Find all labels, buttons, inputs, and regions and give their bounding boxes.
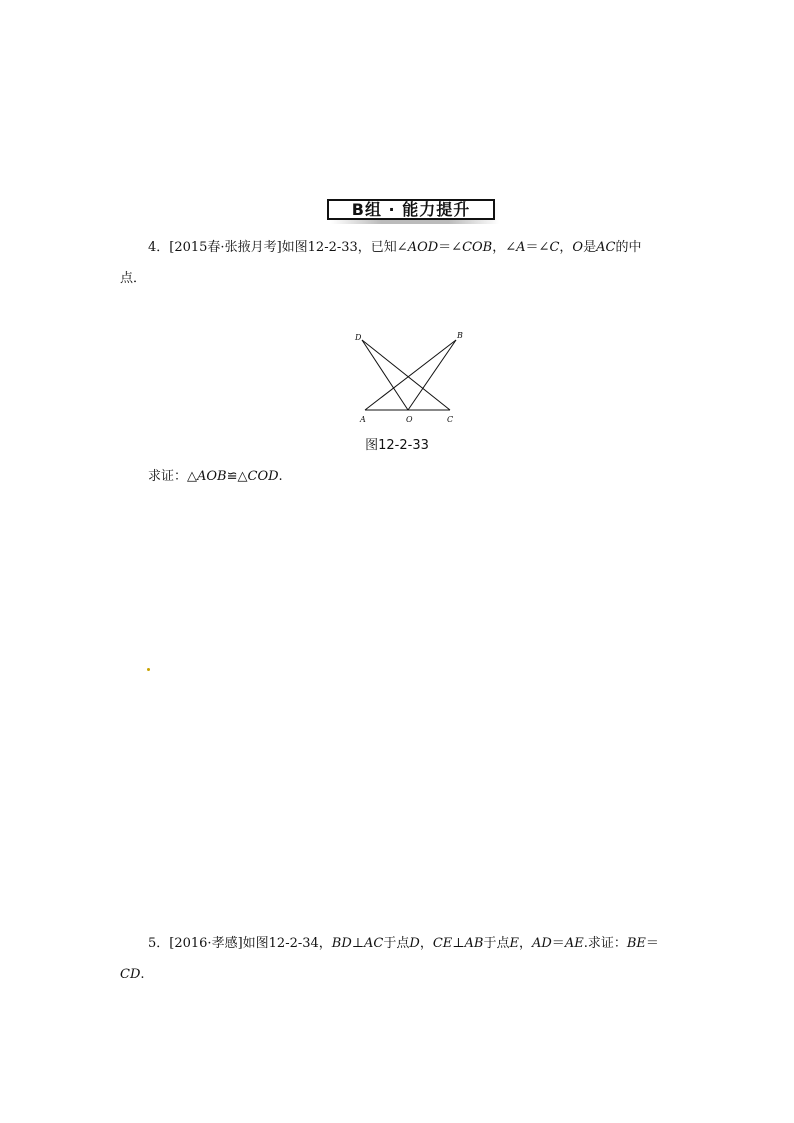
- problem-number: 5．: [148, 936, 170, 951]
- math-op: ＝: [645, 936, 659, 951]
- math-var: E: [509, 936, 519, 951]
- math-op: ，∠: [492, 240, 517, 255]
- math-var: O: [572, 240, 584, 255]
- label-o: O: [406, 415, 413, 424]
- math-var: AC: [364, 936, 384, 951]
- label-c: C: [447, 415, 454, 424]
- math-op: ⊥: [351, 936, 365, 951]
- math-var: COB: [462, 240, 493, 255]
- problem-4-line-2: 点．: [120, 271, 147, 286]
- math-var: AC: [596, 240, 616, 255]
- math-var: A: [516, 240, 526, 255]
- math-var: AE: [564, 936, 584, 951]
- math-var: AD: [531, 936, 552, 951]
- math-var: BD: [331, 936, 352, 951]
- geometry-figure: [352, 328, 462, 428]
- math-var: C: [549, 240, 560, 255]
- section-banner: [327, 198, 495, 222]
- math-op: ，: [559, 240, 573, 255]
- math-var: AOB: [197, 469, 227, 484]
- problem-4: [120, 232, 680, 294]
- problem-text: 如图12-2-33，已知∠: [281, 240, 408, 255]
- problem-5-line-1: [120, 928, 680, 959]
- problem-text: 如图12-2-34，: [242, 936, 332, 951]
- label-b: B: [457, 331, 463, 340]
- problem-text: 的中: [615, 240, 642, 255]
- problem-text: 求证：△: [148, 469, 197, 484]
- math-var: D: [409, 936, 420, 951]
- problem-source: [2016·孝感]: [169, 936, 243, 951]
- math-var: AB: [464, 936, 484, 951]
- math-var: CE: [432, 936, 453, 951]
- problem-number: 4．: [148, 240, 170, 255]
- math-op: ，: [518, 936, 532, 951]
- segment-ob: [408, 340, 456, 410]
- label-a: A: [360, 415, 366, 424]
- problem-text: 于点: [483, 936, 510, 951]
- math-op: ＝∠: [438, 240, 463, 255]
- problem-text: 于点: [383, 936, 410, 951]
- math-op: ＝∠: [525, 240, 550, 255]
- label-d: D: [355, 333, 362, 342]
- math-op: ＝: [551, 936, 565, 951]
- prove-statement: [148, 465, 283, 484]
- segment-dc: [362, 340, 450, 410]
- math-op: .: [278, 469, 283, 484]
- math-op: ≌△: [226, 469, 248, 484]
- problem-source: [2015春·张掖月考]: [169, 240, 282, 255]
- problem-5-line-2: [120, 959, 680, 990]
- stray-dot: [147, 668, 150, 671]
- problem-text: 是: [583, 240, 597, 255]
- segment-do: [362, 340, 408, 410]
- math-var: AOD: [407, 240, 439, 255]
- figure-caption: 图12-2-33: [365, 438, 429, 453]
- math-var: BE: [626, 936, 646, 951]
- math-var: COD: [247, 469, 279, 484]
- problem-4-line-1: [120, 232, 680, 263]
- problem-5: [120, 928, 680, 990]
- math-var: CD: [120, 967, 141, 982]
- math-op: ⊥: [452, 936, 465, 951]
- segment-ab: [365, 340, 456, 410]
- math-op: ，: [419, 936, 433, 951]
- section-title: B组 · 能力提升: [351, 200, 471, 219]
- problem-text: .求证：: [583, 936, 627, 951]
- math-op: .: [140, 967, 145, 982]
